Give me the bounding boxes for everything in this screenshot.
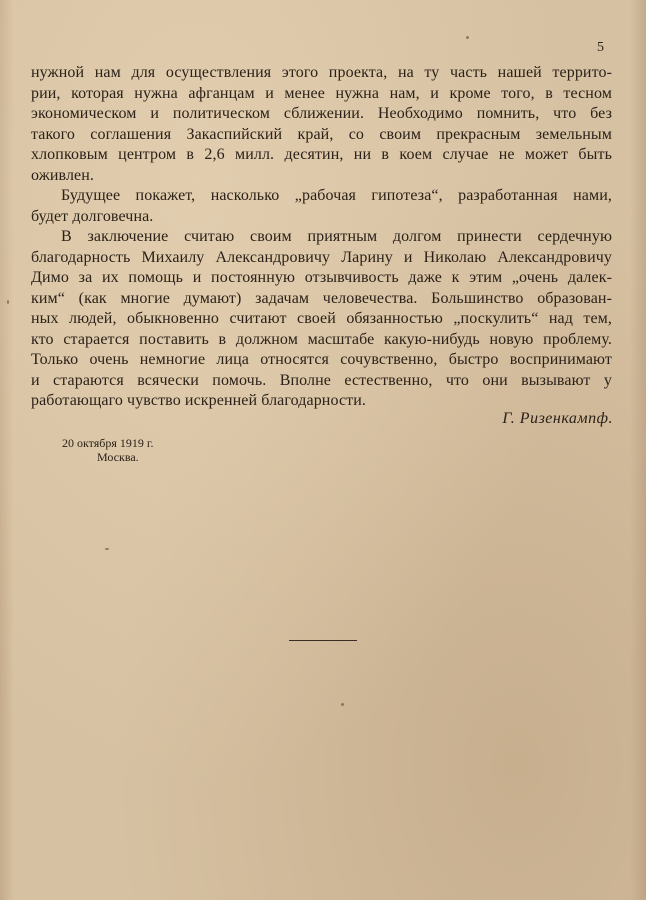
text-line: рии, которая нужна афганцам и менее нужна нам, и кроме того, в тесном [31, 84, 612, 102]
paper-speck [7, 300, 9, 304]
paragraph-1 [31, 63, 612, 186]
text-line: хлопковым центром в 2,6 милл. десятин, ни в коем случае не может быть [31, 146, 612, 163]
author-signature: Г. Ризенкампф. [502, 410, 613, 427]
city-text: Москва. [97, 450, 139, 464]
paper-speck [105, 548, 109, 550]
closing-rule [289, 640, 357, 641]
paper-speck [466, 36, 469, 39]
dateline [62, 436, 153, 464]
text-line: кто старается поставить в должном масштабе какую-нибудь новую проблему. [31, 330, 612, 348]
text-line: будет долговечна. [31, 207, 154, 225]
text-line: Димо за их помощь и постоянную отзывчивость даже к этим „очень далек- [31, 269, 612, 286]
text-line: ных людей, обыкновенно считают своей обязанностью „поскулить“ над тем, [31, 310, 612, 327]
text-line: такого соглашения Закаспийский край, со своим прекрасным земельным [31, 125, 612, 143]
text-line: и стараются всячески помочь. Вполне естественно, что они вызывают у [31, 371, 612, 389]
text-line: благодарность Михаилу Александровичу Ларину и Николаю Александровичу [31, 248, 612, 266]
date-text: 20 октября 1919 г. [62, 436, 154, 450]
paper-speck [341, 703, 344, 706]
text-line: оживлен. [31, 166, 95, 184]
paragraph-2 [31, 186, 612, 227]
text-line: работающаго чувство искренней благодарности. [31, 392, 367, 409]
text-line: Будущее покажет, насколько „рабочая гипотеза“, разработанная нами, [61, 187, 612, 204]
text-line: экономическом и политическом сближении. Необходимо помнить, что без [31, 105, 612, 122]
text-line: нужной нам для осуществления этого проекта, на ту часть нашей террито- [31, 64, 612, 81]
body-text [31, 63, 612, 412]
text-line: Только очень немногие лица относятся сочувственно, быстро воспринимают [31, 351, 612, 368]
paragraph-3 [31, 227, 612, 412]
text-line: ким“ (как многие думают) задачам человечества. Большинство образован- [31, 289, 612, 307]
text-line: В заключение считаю своим приятным долгом принести сердечную [61, 228, 612, 245]
page-number: 5 [597, 40, 604, 55]
